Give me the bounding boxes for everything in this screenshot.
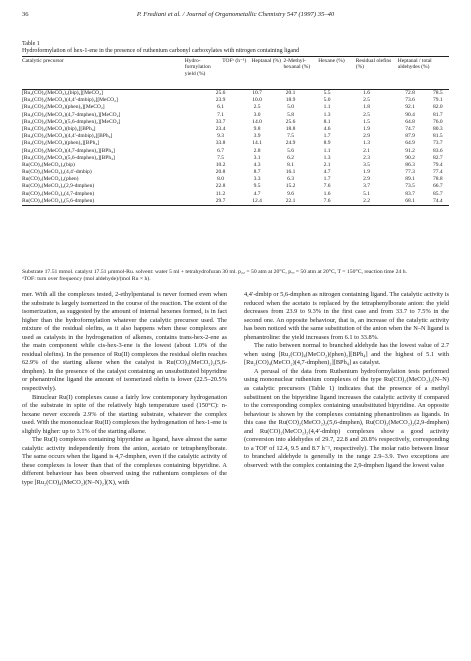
table-cell-value: 25.6 (285, 118, 296, 125)
table-cell-value: 15.2 (285, 183, 296, 190)
table-cell-value: 2.9 (363, 176, 370, 183)
table-cell-value: 77.4 (433, 169, 443, 176)
table-cell-value: 7.5 (287, 133, 294, 140)
col-header-yield: Hydro- formylation yield (%) (184, 58, 211, 77)
table-row (22, 104, 449, 111)
table-cell-value: 4.3 (253, 161, 261, 168)
table-cell-value: 9.6 (287, 190, 294, 197)
table-cell-value: 18.9 (285, 97, 296, 104)
table-cell-value: 5.0 (287, 104, 294, 111)
table-row (22, 183, 449, 190)
table-caption (22, 41, 449, 56)
table-cell-value: 5.1 (363, 190, 370, 197)
table-cell-value: 3.0 (253, 111, 261, 118)
table-cell-value: 64.9 (405, 140, 415, 147)
table-cell-value: 1.1 (323, 147, 331, 154)
table-cell-precursor: [Ru₂(CO)₄(MeCO₂)(phen)₂][MeCO₂] (22, 104, 105, 111)
table-cell-value: 2.2 (363, 197, 370, 204)
table-cell-value: 73.6 (405, 97, 415, 104)
table-cell-precursor: [Ru₂(CO)₄(MeCO₂)(5,6-dmphen)₂][BPh₄] (22, 154, 115, 161)
left-column (22, 291, 227, 488)
table-row (22, 162, 449, 169)
table-row (22, 112, 449, 119)
table-cell-value: 76.0 (433, 118, 443, 125)
table-cell-value: 6.2 (287, 154, 294, 161)
table-cell-value: 2.8 (253, 147, 261, 154)
table-cell-value: 73.5 (405, 183, 415, 190)
table-cell-value: 90.2 (405, 154, 415, 161)
table-cell-precursor: Ru(CO)₂(MeCO₂)₂(4,4′-dmbip) (22, 169, 92, 176)
table-cell-value: 1.3 (363, 140, 370, 147)
table-cell-precursor: [Ru₂(CO)₄(MeCO₂)(4,7-dmphen)₂][BPh₄] (22, 147, 115, 154)
table-cell-value: 23.9 (215, 97, 226, 104)
col-header-methylhexanal: 2-Methyl- hexanal (%) (283, 58, 311, 71)
table-cell-value: 7.1 (217, 111, 224, 118)
table-cell-value: 18.8 (285, 125, 296, 132)
table-cell-value: 3.9 (253, 133, 261, 140)
table-cell-value: 80.3 (433, 125, 443, 132)
table-cell-value: 6.1 (217, 104, 224, 111)
table-cell-value: 33.8 (215, 140, 226, 147)
table-cell-value: 9.8 (253, 125, 261, 132)
table-cell-value: 24.9 (285, 140, 296, 147)
table-cell-value: 10.2 (215, 161, 226, 168)
table-row (22, 191, 449, 198)
table-cell-value: 5.6 (287, 147, 294, 154)
table-cell-precursor: [Ru₂(CO)₄(MeCO₂)₂(bip)₂][MeCO₂] (22, 90, 103, 96)
table-cell-value: 22.8 (215, 183, 226, 190)
table-cell-value: 23.4 (215, 125, 226, 132)
table-cell-value: 2.5 (363, 97, 370, 104)
table-cell-value: 3.5 (363, 161, 370, 168)
table-cell-value: 68.1 (405, 197, 415, 204)
table-cell-value: 6.3 (287, 176, 294, 183)
table-cell-value: 64.8 (405, 118, 415, 125)
table-cell-value: 11.2 (215, 190, 226, 197)
table-cell-value: 7.6 (323, 197, 331, 204)
table-cell-value: 92.1 (405, 104, 415, 111)
table-cell-value: 1.5 (363, 118, 370, 125)
table-row (22, 119, 449, 126)
table-cell-value: 1.7 (323, 176, 331, 183)
col-header-residual: Residual olefins (%) (355, 58, 392, 71)
table-cell-value: 74.7 (405, 125, 415, 132)
table-row (22, 169, 449, 176)
table-cell-value: 1.9 (363, 169, 370, 176)
table-cell-value: 82.7 (433, 154, 443, 161)
table-cell-value: 8.9 (323, 140, 331, 147)
col-header-tof: TOFᵃ (h⁻¹) (222, 58, 247, 64)
table-cell-value: 10.0 (252, 97, 262, 104)
table-cell-precursor: Ru(CO)₂(MeCO₂)₂(bip) (22, 161, 75, 168)
table-cell-value: 9.5 (253, 183, 261, 190)
paragraph: A perusal of the data from Ruthenium hydroformylation tests performed using mononuclear ruthenium complexes of the type Ru(CO)₂(MeCO₂)₂(N–N) as catalytic precursors (Table 1) indicates that the presence of a methyl substituent on the bipyridine ligand increases the catalytic activity if compared to the corresponding complex containing unsubstituted bipyridine. An opposite behaviour is shown by the complexes containing phenantrolines as ligands. In this case the Ru(CO)₂(MeCO₂)₂(5,6-dmphen), Ru(CO)₂(MeCO₂)₂(2,9-dmphen) and Ru(CO)₂(MeCO₂)₂(4,4′-dmbip) complexes show a good activity (conversion into aldehydes of 29.7, 22.8 and 20.8% respectively, corresponding to a TOF of 12.4, 9.5 and 8.7 h⁻¹, respectively). The molar ratio between linear to branched aldehyde is generally in the range 2.9–3.9. Two exceptions are observed: with the complex containing the 2,9-dmphen ligand the lowest value (244, 367, 449, 469)
table-label: Table 1 (22, 41, 40, 47)
table-cell-value: 6.7 (217, 147, 224, 154)
col-header-hexane: Hexane (%) (318, 58, 345, 64)
table-cell-value: 3.7 (363, 183, 370, 190)
table-cell-precursor: Ru(CO)₂(MeCO₂)₂(phen) (22, 176, 79, 183)
table-cell-precursor: [Ru₂(CO)₄(MeCO₂)(5,6-dmphen)₂][MeCO₂] (22, 118, 121, 125)
table-cell-value: 82.0 (433, 104, 443, 111)
table-cell-value: 1.8 (363, 104, 370, 111)
table-cell-value: 8.0 (217, 176, 224, 183)
table-cell-value: 89.1 (405, 176, 415, 183)
table-cell-value: 20.8 (215, 169, 226, 176)
table-cell-value: 5.5 (323, 90, 331, 96)
table-cell-value: 25.6 (215, 90, 226, 96)
table-cell-precursor: [Ru₂(CO)₄(MeCO₂)(4,4′-dmbip)₂][BPh₄] (22, 133, 113, 140)
table-cell-value: 85.7 (433, 190, 443, 197)
table-cell-value: 2.9 (363, 133, 370, 140)
col-header-ratio: Heptanal / total aldehydes (%) (397, 58, 432, 71)
paragraph: The ratio between normal to branched aldehyde has the lowest value of 2.7 when using [Ru₂(CO)₄(MeCO₂)(phen)₂][BPh₄] and the highest of 5.1 with [Ru₂(CO)₄(MeCO₂)(4,7-dmphen)₂][BPh₄] as catalyst. (244, 342, 449, 367)
table-cell-value: 2.5 (253, 104, 261, 111)
paragraph: 4,4′-dmbip or 5,6-dmphen as nitrogen containing ligand. The catalytic activity is reduced when the acetato is replaced by the tetraphenylborate anion: the yield decreases from 23.9 to 9.3% in the first case and from 33.7 to 7.5% in the second one. An opposite behaviour, that is, an increase of the catalytic activity has been noticed with the same substitution of the anion when the N–N ligand is phenantroline: the yield increases from 6.1 to 33.8%. (244, 291, 449, 341)
table-cell-precursor: [Ru₂(CO)₄(MeCO₂)(bip)₂][BPh₄] (22, 125, 96, 132)
table-cell-value: 16.1 (285, 169, 296, 176)
table-cell-precursor: Ru(CO)₂(MeCO₂)₂(2,9-dmphen) (22, 183, 95, 190)
table-bottom-rule (22, 205, 449, 206)
table-row (22, 148, 449, 155)
table-cell-value: 12.4 (252, 197, 262, 204)
table-body (22, 90, 449, 205)
table-cell-value: 79.4 (433, 161, 443, 168)
table-cell-value: 83.6 (433, 147, 443, 154)
table-cell-value: 2.1 (363, 147, 370, 154)
table-cell-value: 1.1 (323, 104, 331, 111)
table-cell-value: 77.3 (405, 169, 415, 176)
table-cell-value: 14.0 (252, 118, 262, 125)
table-cell-value: 4.7 (323, 169, 331, 176)
table-footnote-a: ᵃTOF: turn over frequency (mol aldehyde)/(mol Ru × h). (22, 276, 151, 282)
paragraph: The Ru(I) complexes containing bipyridine as ligand, have almost the same catalytic activity independently from the anion, acetato or tetraphenylborate. The same occurs when the ligand is 4,7-dmphen, even if the catalytic activity of these complexes is lower than that of the complexes containing bipyridine. A different behaviour has been observed using the ruthenium complexes of the type [Ru₂(CO)₄(MeCO₂)(N–N)₂](X), with (22, 436, 227, 487)
table-cell-value: 79.1 (433, 97, 443, 104)
table-footnote: Substrate 17.51 mmol. catalyst 17.51 μmmol-Ru. solvent: water 5 ml + tetrahydrofuran 30 ml. p₂₂ = 50 atm at 20°C, pₒₒ = 50 atm at 20°C, T = 150°C, reaction time 24 h. (22, 269, 407, 275)
table-cell-value: 1.9 (363, 125, 370, 132)
table-cell-precursor: Ru(CO)₂(MeCO₂)₂(5,6-dmphen) (22, 197, 95, 204)
table-cell-value: 33.7 (215, 118, 226, 125)
running-head: P. Frediani et al. / Journal of Organometallic Chemistry 547 (1997) 35–40 (136, 11, 335, 18)
table-cell-value: 66.7 (433, 183, 443, 190)
table-cell-value: 83.7 (405, 190, 415, 197)
table-cell-value: 7.6 (323, 183, 331, 190)
table-cell-value: 22.1 (285, 197, 296, 204)
table-cell-value: 8.1 (323, 118, 331, 125)
table-cell-value: 3.3 (253, 176, 261, 183)
table-cell-value: 2.1 (323, 161, 331, 168)
right-column (244, 291, 449, 470)
paragraph: Binuclear Ru(I) complexes cause a fairly low contemporary hydrogenation of the substrate in spite of the relatively high temperature used (150°C): n-hexane never exceeds 2.9% of the starting substrate, whatever the complex used. With the mononuclear Ru(II) complexes the hydrogenation of hex-1-ene is slightly higher: up to 3.1% of the starting alkene. (22, 393, 227, 435)
table-cell-precursor: [Ru₂(CO)₄(MeCO₂)(phen)₂][BPh₄] (22, 140, 100, 147)
table-cell-value: 72.8 (405, 90, 415, 96)
table-row (22, 140, 449, 147)
table-cell-value: 81.7 (433, 111, 443, 118)
table-row (22, 155, 449, 162)
table-cell-precursor: [Ru₂(CO)₄(MeCO₂)(4,7-dmphen)₂][MeCO₂] (22, 111, 121, 118)
table-row (22, 198, 449, 205)
table-cell-value: 81.5 (433, 133, 443, 140)
paragraph: mer. With all the complexes tested, 2-ethylpentanal is never formed even when the substrate is largely isomerized in the course of the reaction. The extent of the isomerization, as suggested by the amount of internal hexenes formed, is in fact higher than the hydroformylation whatever the catalytic precursor used. The mixture of the residual olefins, as it also happens when these complexes are used as catalysts in the hydrogenation of alkenes, contains trans-hex-2-ene as the main component while cis-hex-3-ene is the lowest (about 1.0% of the residual olefins). In the presence of Ru(II) complexes the residual olefin reaches 62.9% of the starting alkene when the catalyst is Ru(CO)₂(MeCO₂)₂(5,6-dmphen). In the presence of the catalyst containing an unsubstituted bipyridine or phenantroline ligand the amount of isomerized olefin is lower (22.5–20.5% respectively). (22, 291, 227, 393)
table-cell-value: 4.6 (323, 125, 331, 132)
table-cell-value: 91.2 (405, 147, 415, 154)
table-cell-value: 86.3 (405, 161, 415, 168)
table-cell-value: 4.7 (253, 190, 261, 197)
col-header-heptanal: Heptanal (%) (251, 58, 281, 64)
table-cell-precursor: Ru(CO)₂(MeCO₂)₂(4,7-dmphen) (22, 190, 95, 197)
table-header-row (22, 57, 449, 89)
table-cell-value: 78.8 (433, 176, 443, 183)
table-cell-value: 3.1 (253, 154, 261, 161)
table-cell-precursor: [Ru₂(CO)₄(MeCO₂)(4,4′-dmbip)₂][MeCO₂] (22, 97, 118, 104)
table-cell-value: 7.5 (217, 154, 224, 161)
table-cell-value: 1.7 (323, 133, 331, 140)
table-footnotes (22, 269, 449, 283)
table-cell-value: 1.3 (323, 154, 331, 161)
table-cell-value: 78.5 (433, 90, 443, 96)
table-cell-value: 20.1 (285, 90, 296, 96)
col-header-precursor: Catalytic precursor (22, 58, 64, 64)
table-cell-value: 1.3 (323, 111, 331, 118)
table-cell-value: 2.3 (363, 154, 370, 161)
table-cell-value: 1.6 (363, 90, 370, 96)
table-cell-value: 74.4 (433, 197, 443, 204)
table-cell-value: 2.5 (363, 111, 370, 118)
table-cell-value: 87.9 (405, 133, 415, 140)
table-cell-value: 14.1 (252, 140, 262, 147)
table-title: Hydroformylation of hex-1-ene in the presence of ruthenium carbonyl carboxylates with nitrogen containing ligand (22, 48, 300, 55)
table-cell-value: 9.3 (217, 133, 224, 140)
table-cell-value: 10.7 (252, 90, 262, 96)
page-number: 36 (22, 11, 29, 18)
table-cell-value: 5.0 (323, 97, 331, 104)
page-header (22, 11, 449, 21)
table-cell-value: 8.1 (287, 161, 294, 168)
table-cell-value: 5.8 (287, 111, 294, 118)
table-cell-value: 29.7 (215, 197, 226, 204)
data-table (22, 56, 449, 206)
table-cell-value: 73.7 (433, 140, 443, 147)
table-cell-value: 90.4 (405, 111, 415, 118)
table-cell-value: 8.7 (253, 169, 261, 176)
table-cell-value: 1.6 (323, 190, 331, 197)
